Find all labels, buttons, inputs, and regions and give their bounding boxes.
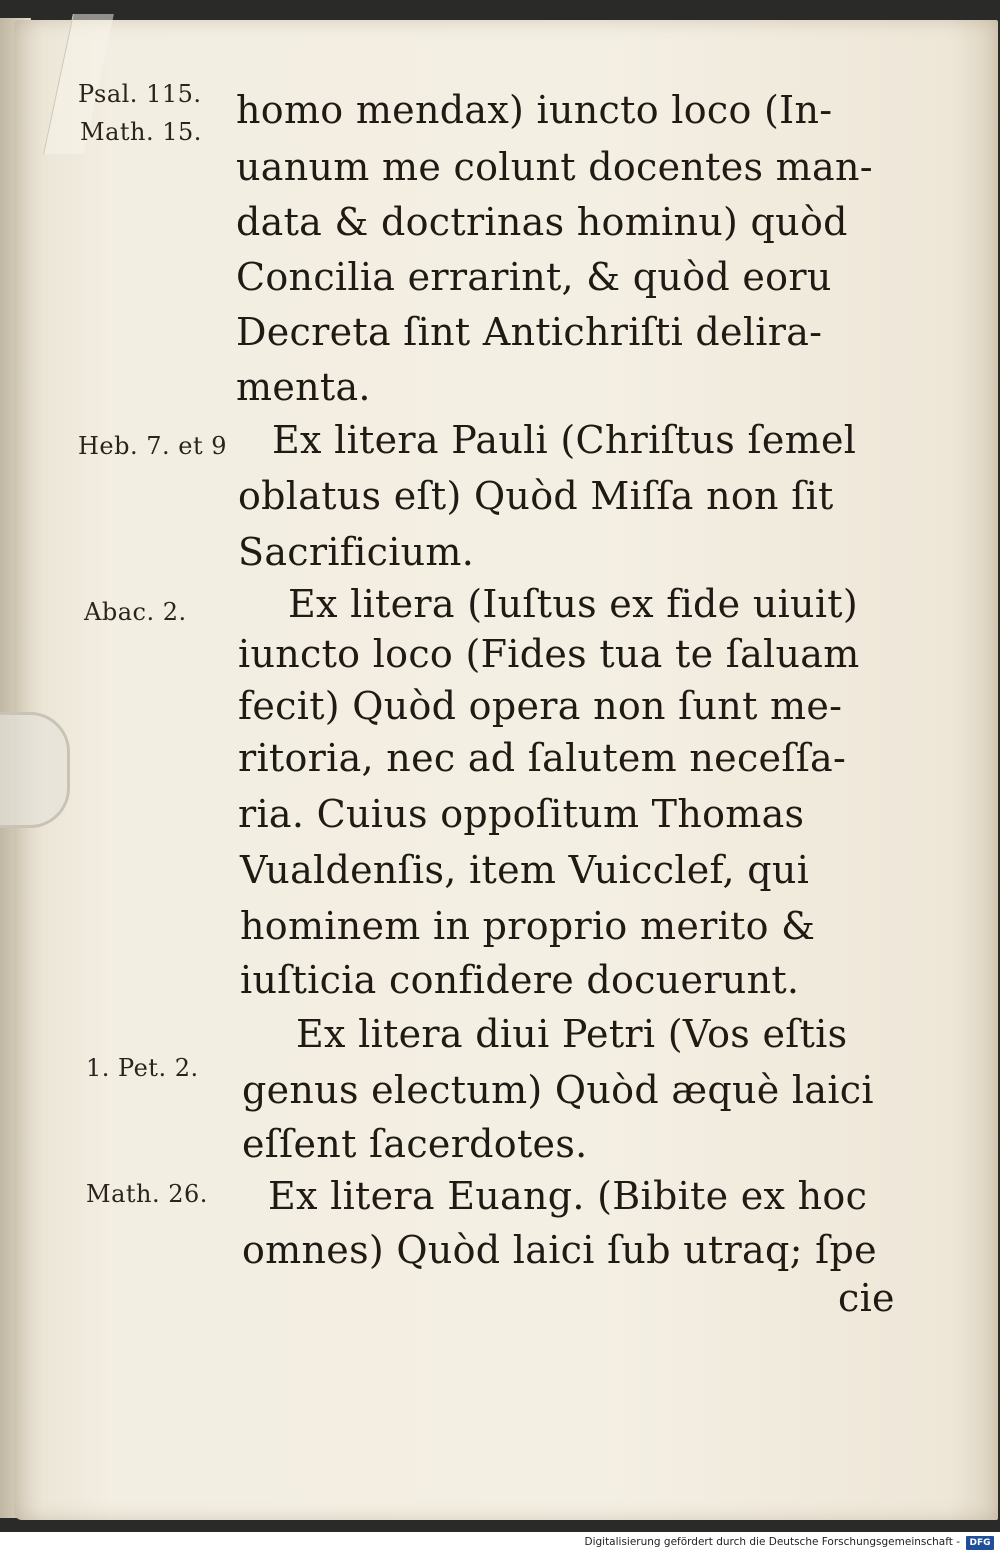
- text-line: iuſticia confidere docuerunt.: [240, 958, 800, 1002]
- text-line: menta.: [236, 365, 371, 409]
- text-line: oblatus eſt) Quòd Miſſa non ſit: [238, 474, 834, 518]
- catchword: cie: [838, 1276, 895, 1320]
- text-line: homo mendax) iuncto loco (In-: [236, 88, 833, 132]
- text-line: Decreta ſint Antichriſti delira-: [236, 310, 823, 354]
- text-line: Ex litera Pauli (Chriſtus ſemel: [272, 418, 857, 462]
- margin-note-psal: Psal. 115.: [78, 80, 202, 108]
- footer-credit: Digitalisierung gefördert durch die Deutsche Forschungsgemeinschaft -: [584, 1536, 960, 1548]
- text-line: uanum me colunt docentes man-: [236, 145, 873, 189]
- text-line: genus electum) Quòd æquè laici: [242, 1068, 874, 1112]
- page-clip: [0, 712, 70, 828]
- text-line: Ex litera (Iuſtus ex fide uiuit): [288, 582, 858, 626]
- margin-note-abac: Abac. 2.: [84, 598, 187, 626]
- digitization-footer: [0, 1532, 1000, 1555]
- text-line: eſſent ſacerdotes.: [242, 1122, 588, 1166]
- margin-note-math-15: Math. 15.: [80, 118, 202, 146]
- text-line: hominem in proprio merito &: [240, 904, 816, 948]
- margin-note-math-26: Math. 26.: [86, 1180, 208, 1208]
- margin-note-heb: Heb. 7. et 9: [78, 432, 228, 460]
- text-line: Vualdenſis, item Vuicclef, qui: [240, 848, 810, 892]
- margin-note-pet: 1. Pet. 2.: [86, 1054, 199, 1082]
- text-line: data & doctrinas hominu) quòd: [236, 200, 848, 244]
- text-line: Sacrificium.: [238, 530, 475, 574]
- text-line: omnes) Quòd laici ſub utraq; ſpe: [242, 1228, 877, 1272]
- dfg-logo-icon: DFG: [966, 1536, 994, 1550]
- text-line: iuncto loco (Fides tua te ſaluam: [238, 632, 860, 676]
- text-line: ritoria, nec ad ſalutem neceſſa-: [238, 736, 847, 780]
- text-line: fecit) Quòd opera non ſunt me-: [238, 684, 843, 728]
- text-line: Ex litera diui Petri (Vos eſtis: [296, 1012, 848, 1056]
- text-line: Concilia errarint, & quòd eoru: [236, 255, 832, 299]
- text-line: ria. Cuius oppoſitum Thomas: [238, 792, 805, 836]
- text-line: Ex litera Euang. (Bibite ex hoc: [268, 1174, 868, 1218]
